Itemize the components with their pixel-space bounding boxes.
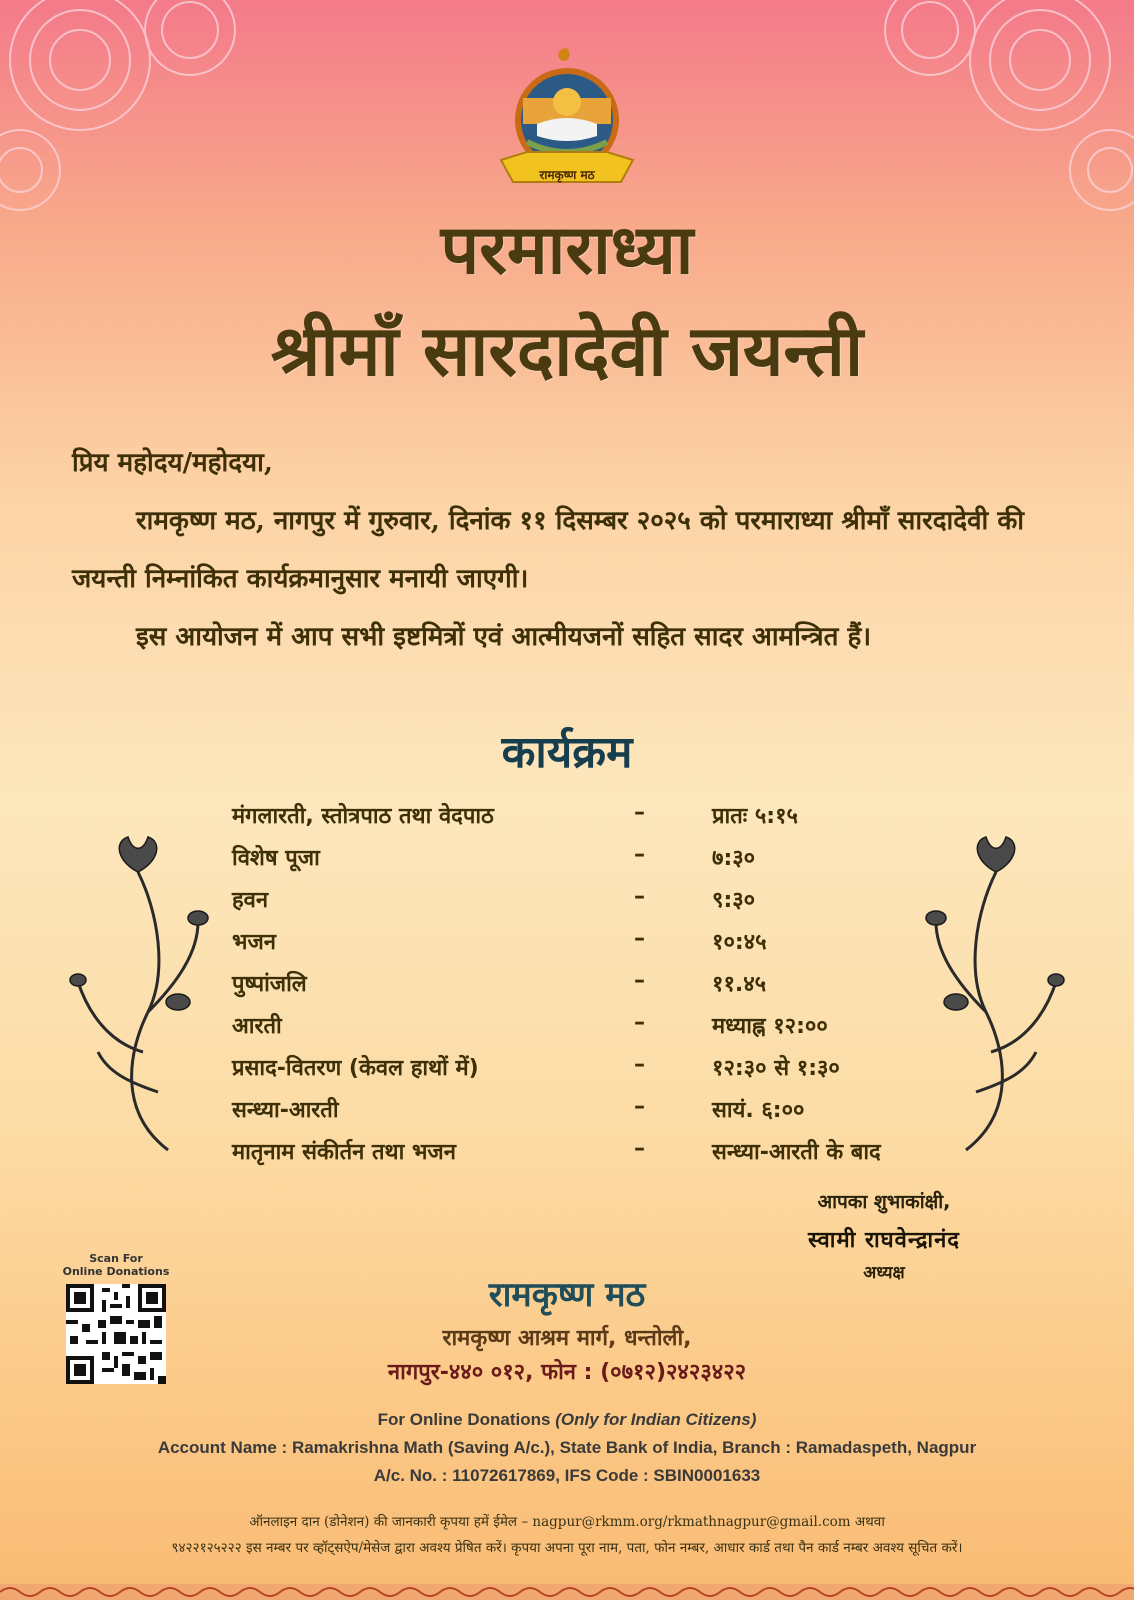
programme-dash: – (634, 926, 645, 951)
title-line-1: परमाराध्या (440, 211, 694, 290)
programme-dash: – (634, 1052, 645, 1077)
programme-dash: – (634, 1094, 645, 1119)
salutation: प्रिय महोदय/महोदया, (72, 448, 273, 478)
programme-time: १२:३० से १:३० (712, 1056, 840, 1081)
donation-account-name: Account Name : Ramakrishna Math (Saving A/c.), State Bank of India, Branch : Ramadaspeth, Nagpur (157, 1438, 977, 1457)
signature-block (754, 1188, 1014, 1283)
handwritten-signature: स्वामी राघवेन्द्रानंद (807, 1227, 960, 1253)
programme-dash: – (634, 884, 645, 909)
mandala-decoration-left (0, 0, 260, 220)
programme-event: मातृनाम संकीर्तन तथा भजन (232, 1140, 456, 1165)
programme-dash: – (634, 800, 645, 825)
programme-time: १०:४५ (712, 930, 767, 955)
signature-designation: अध्यक्ष (863, 1263, 905, 1283)
programme-title: कार्यक्रम (501, 727, 633, 778)
decorative-bottom-border (0, 1584, 1134, 1600)
donation-heading-note: (Only for Indian Citizens) (555, 1410, 757, 1429)
organization-address-line-1: रामकृष्ण आश्रम मार्ग, धन्तोली, (442, 1326, 692, 1351)
programme-row (232, 1094, 952, 1136)
signature-greeting: आपका शुभाकांक्षी, (817, 1191, 951, 1213)
qr-label-line-1: Scan For (89, 1252, 143, 1265)
programme-time: ७:३० (712, 846, 756, 871)
programme-row (232, 884, 952, 926)
programme-row (232, 800, 952, 842)
donation-account-number: A/c. No. : 11072617869, IFS Code : SBIN0001633 (373, 1466, 761, 1485)
programme-event: प्रसाद-वितरण (केवल हाथों में) (232, 1056, 479, 1081)
programme-event: हवन (232, 888, 269, 913)
programme-dash: – (634, 968, 645, 993)
programme-dash: – (634, 1010, 645, 1035)
title-line-2: श्रीमाँ सारदादेवी जयन्ती (270, 310, 864, 392)
programme-time: सन्ध्या-आरती के बाद (712, 1140, 881, 1165)
programme-time: प्रातः ५:१५ (712, 804, 798, 829)
organization-address-line-2: नागपुर-४४० ०१२, फोन : (०७१२)२४२३४२२ (387, 1360, 747, 1385)
invitation-paragraph-1: रामकृष्ण मठ, नागपुर में गुरुवार, दिनांक ११ दिसम्बर २०२५ को परमाराध्या श्रीमाँ सारदादेवी की जयन्ती निम्नांकित कार्यक्रमानुसार मनायी जाएगी। (72, 506, 1025, 594)
mandala-decoration-right (860, 0, 1134, 220)
programme-row (232, 1052, 952, 1094)
programme-time: ९:३० (712, 888, 756, 913)
programme-time: मध्याह्न १२:०० (712, 1014, 828, 1039)
organization-name: रामकृष्ण मठ (488, 1275, 646, 1315)
programme-time: ११.४५ (712, 972, 767, 997)
flower-decoration-left (58, 832, 258, 1152)
programme-dash: – (634, 842, 645, 867)
programme-time: सायं. ६:०० (712, 1098, 805, 1123)
programme-row (232, 1010, 952, 1052)
programme-row (232, 842, 952, 884)
donation-heading-text: For Online Donations (377, 1410, 551, 1429)
programme-event: सन्ध्या-आरती (232, 1098, 339, 1123)
invitation-paragraph-2: इस आयोजन में आप सभी इष्टमित्रों एवं आत्मीयजनों सहित सादर आमन्त्रित हैं। (136, 622, 872, 652)
programme-event: आरती (232, 1014, 282, 1039)
qr-label-line-2: Online Donations (62, 1265, 170, 1278)
programme-dash: – (634, 1136, 645, 1161)
programme-event: विशेष पूजा (232, 846, 320, 871)
footer-line-2: ९४२२१२५२२२ इस नम्बर पर व्हॉट्सऐप/मेसेज द्वारा अवश्य प्रेषित करें। कृपया अपना पूरा नाम, पता, फोन नम्बर, आधार कार्ड तथा पैन कार्ड नम्बर अवश्य सूचित करें। (171, 1540, 963, 1556)
programme-row (232, 926, 952, 968)
programme-event: मंगलारती, स्तोत्रपाठ तथा वेदपाठ (232, 804, 494, 829)
programme-event: पुष्पांजलि (232, 972, 307, 997)
programme-event: भजन (232, 930, 277, 955)
programme-row (232, 968, 952, 1010)
footer-line-1: ऑनलाइन दान (डोनेशन) की जानकारी कृपया हमें ईमेल – nagpur@rkmm.org/rkmathnagpur@gmail.com अथवा (249, 1514, 885, 1530)
logo-text: रामकृष्ण मठ (539, 168, 595, 182)
donation-heading (0, 1410, 1134, 1430)
programme-schedule (232, 800, 952, 1178)
programme-row (232, 1136, 952, 1178)
